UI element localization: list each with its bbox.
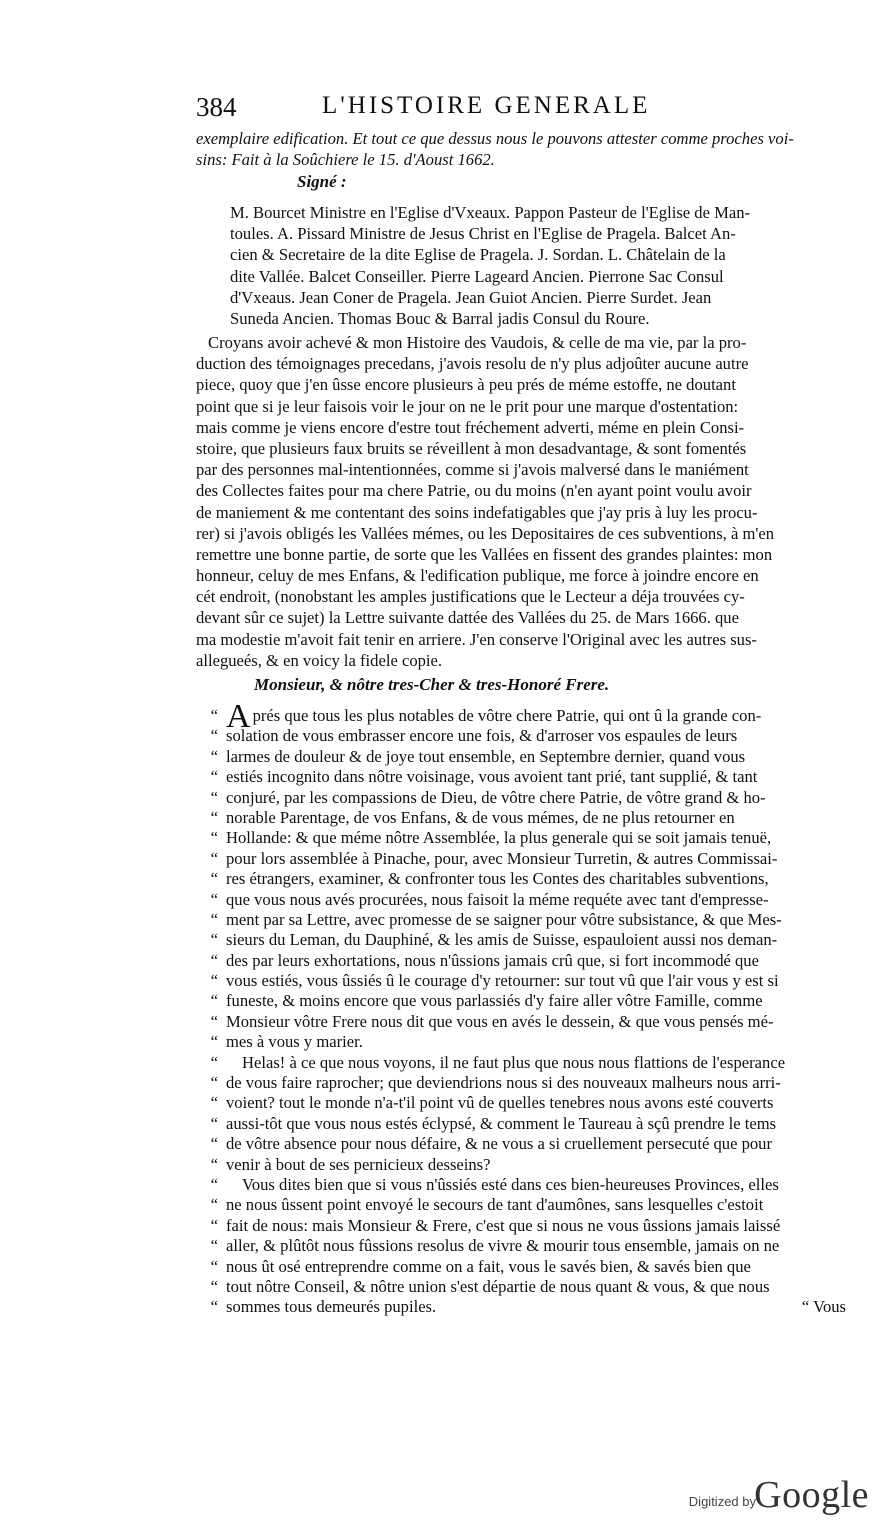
quote-mark: “: [210, 807, 218, 827]
letter-line: [196, 747, 846, 767]
letter-line-text: mes à vous y marier.: [226, 1032, 363, 1052]
paragraph-line: devant sûr ce sujet) la Lettre suivante dattée des Vallées du 25. de Mars 1666. que: [196, 608, 739, 628]
letter-line: [196, 698, 846, 735]
letter-body: [196, 698, 846, 1318]
letter-line: [196, 1032, 846, 1052]
running-title: L'HISTOIRE GENERALE: [322, 92, 651, 119]
letter-line: [196, 849, 846, 869]
letter-line: [196, 1053, 846, 1073]
paragraph-line: ma modestie m'avoit fait tenir en arriere. J'en conserve l'Original avec les autres sus-: [196, 629, 757, 649]
quote-mark: “: [210, 1195, 218, 1215]
letter-line: [196, 788, 846, 808]
letter-line: [196, 1195, 846, 1215]
quote-mark: “: [210, 869, 218, 889]
signatory-line: Suneda Ancien. Thomas Bouc & Barral jadis Consul du Roure.: [230, 308, 650, 328]
letter-line-text: Monsieur vôtre Frere nous dit que vous en avés le dessein, & que vous pensés mé-: [226, 1011, 774, 1031]
quote-mark: “: [210, 950, 218, 970]
body-paragraph: [196, 332, 846, 671]
quote-mark: “: [210, 909, 218, 929]
letter-line: [196, 1175, 846, 1195]
letter-line-text: voient? tout le monde n'a-t'il point vû de quelles tenebres nous avons esté couverts: [226, 1093, 774, 1113]
paragraph-line: remettre une bonne partie, de sorte que les Vallées en fissent des grandes plaintes: mon: [196, 544, 773, 564]
page-header: [196, 92, 856, 126]
quote-mark: “: [210, 1134, 218, 1154]
paragraph-line: honneur, celuy de mes Enfans, & l'edification publique, me force à joindre encore en: [196, 566, 759, 586]
letter-line: [196, 1236, 846, 1256]
letter-line-text: aussi-tôt que vous nous estés éclypsé, & comment le Taureau à sçû prendre le tems: [226, 1113, 777, 1133]
letter-line: [196, 1073, 846, 1093]
letter-line: [196, 1134, 846, 1154]
letter-line-rest: prés que tous les plus notables de vôtre chere Patrie, qui ont û la grande con-: [252, 706, 762, 725]
letter-line-text: tout nôtre Conseil, & nôtre union s'est départie de nous quant & vous, & que nous: [226, 1276, 770, 1296]
quote-mark: “: [210, 991, 218, 1011]
letter-line: [196, 1277, 846, 1297]
letter-line-text: sieurs du Leman, du Dauphiné, & les amis de Suisse, espauloient aussi nos deman-: [226, 930, 778, 950]
paragraph-line: point que si je leur faisois voir le jour on ne le prit pour une marque d'ostentation:: [196, 396, 739, 416]
letter-line-text: venir à bout de ses pernicieux desseins?: [226, 1154, 491, 1174]
letter-line: [196, 828, 846, 848]
opening-line: sins: Fait à la Soûchiere le 15. d'Aoust 1662.: [196, 150, 495, 170]
signatory-line: cien & Secretaire de la dite Eglise de Pragela. J. Sordan. L. Châtelain de la: [230, 245, 726, 265]
quote-mark: “: [210, 1256, 218, 1276]
quote-mark: “: [210, 1236, 218, 1256]
letter-line: [196, 1216, 846, 1236]
quote-mark: “: [210, 1174, 218, 1194]
letter-line: [196, 971, 846, 991]
quote-mark: “: [210, 1297, 218, 1317]
letter-line-text: que vous nous avés procurées, nous faisoit la méme requéte avec tant d'empresse-: [226, 889, 769, 909]
letter-line-text: norable Parentage, de vos Enfans, & de vous mémes, de ne plus retourner en: [226, 807, 735, 827]
paragraph-line: des Collectes faites pour ma chere Patrie, ou du moins (n'en ayant point voulu avoir: [196, 481, 752, 501]
letter-line-text: Hollande: & que méme nôtre Assemblée, la plus generale qui se soit jamais tenuë,: [226, 828, 772, 848]
paragraph-line: mais comme je viens encore d'estre tout fréchement adverti, méme en plein Consi-: [196, 417, 745, 437]
quote-mark: “: [210, 706, 218, 725]
quote-mark: “: [210, 787, 218, 807]
quote-mark: “: [210, 971, 218, 991]
letter-line-text: Helas! à ce que nous voyons, il ne faut plus que nous nous flattions de l'esperance: [242, 1052, 786, 1072]
letter-line-text: aller, & plûtôt nous fûssions resolus de vivre & mourir tous ensemble, jamais on ne: [226, 1236, 780, 1256]
letter-line: [196, 1012, 846, 1032]
digitized-by-label: Digitized by: [688, 1494, 756, 1509]
letter-line: [196, 991, 846, 1011]
letter-line: [196, 910, 846, 930]
quote-mark: “: [210, 1215, 218, 1235]
quote-mark: “: [210, 1032, 218, 1052]
letter-line-text: de vôtre absence pour nous défaire, & ne vous a si cruellement persecuté que pour: [226, 1134, 773, 1154]
letter-line: [196, 1114, 846, 1134]
letter-line-text: conjuré, par les compassions de Dieu, de vôtre chere Patrie, de vôtre grand & ho-: [226, 787, 766, 807]
letter-line: [196, 726, 846, 746]
quote-mark: “: [210, 1276, 218, 1296]
quote-mark: “: [210, 1073, 218, 1093]
letter-salutation: Monsieur, & nôtre tres-Cher & tres-Honoré Frere.: [254, 675, 610, 694]
letter-line-text: larmes de douleur & de joye tout ensemble, en Septembre dernier, quand vous: [226, 746, 746, 766]
quote-mark: “: [210, 1154, 218, 1174]
letter-line: [196, 1093, 846, 1113]
letter-line: [196, 808, 846, 828]
paragraph-line: cét endroit, (nonobstant les amples justifications que le Lecteur a déja trouvées cy-: [196, 587, 745, 607]
quote-mark: “: [210, 1113, 218, 1133]
google-logo: Google: [754, 1474, 869, 1516]
letter-line-text: [226, 698, 846, 735]
catchword: “ Vous: [801, 1297, 846, 1317]
signatory-line: M. Bourcet Ministre en l'Eglise d'Vxeaux. Pappon Pasteur de l'Eglise de Man-: [230, 203, 751, 222]
letter-line: [196, 869, 846, 889]
signatories-block: [230, 202, 846, 329]
letter-line-text: vous estiés, vous ûssiés û le courage d'y retourner: sur tout vû que l'air vous y est si: [226, 971, 779, 991]
letter-line: [196, 1155, 846, 1175]
letter-line-text: res étrangers, examiner, & confronter tous les Contes des charitables subventions,: [226, 869, 769, 889]
signatory-line: toules. A. Pissard Ministre de Jesus Christ en l'Eglise de Pragela. Balcet An-: [230, 224, 736, 244]
quote-mark: “: [210, 726, 218, 746]
opening-lines: [196, 128, 846, 170]
quote-mark: “: [210, 746, 218, 766]
quote-mark: “: [210, 889, 218, 909]
letter-line: [196, 1297, 846, 1317]
signatory-line: dite Vallée. Balcet Conseiller. Pierre Lageard Ancien. Pierrone Sac Consul: [230, 266, 724, 286]
paragraph-line: de maniement & me contentant des soins indefatigables que j'ay pris à luy les procu-: [196, 502, 758, 522]
letter-line: [196, 930, 846, 950]
paragraph-line: duction des témoignages precedans, j'avois resolu de n'y plus adjoûter aucune autre: [196, 354, 749, 374]
page-number: 384: [196, 92, 237, 122]
letter-line-text: estiés incognito dans nôtre voisinage, vous avoient tant prié, tant supplié, & tant: [226, 767, 758, 787]
letter-line-text: ne nous ûssent point envoyé le secours de tant d'aumônes, sans lesquelles c'estoit: [226, 1195, 764, 1215]
letter-line-text: fait de nous: mais Monsieur & Frere, c'est que si nous ne vous ûssions jamais laissé: [226, 1215, 781, 1235]
quote-mark: “: [210, 1093, 218, 1113]
quote-mark: “: [210, 1052, 218, 1072]
paragraph-line: Croyans avoir achevé & mon Histoire des Vaudois, & celle de ma vie, par la pro-: [208, 333, 747, 352]
letter-line-text: solation de vous embrasser encore une fois, & d'arroser vos espaules de leurs: [226, 726, 738, 746]
paragraph-line: piece, quoy que j'en ûsse encore plusieurs à peu prés de méme estoffe, ne doutant: [196, 375, 736, 395]
quote-mark: “: [210, 930, 218, 950]
paragraph-line: stoire, que plusieurs faux bruits se réveillent à mon desadvantage, & sont fomentés: [196, 438, 747, 458]
letter-line-text: sommes tous demeurés pupiles.: [226, 1297, 437, 1317]
letter-line: [196, 890, 846, 910]
letter-line-text: funeste, & moins encore que vous parlassiés d'y faire aller vôtre Famille, comme: [226, 991, 763, 1011]
signatory-line: d'Vxeaus. Jean Coner de Pragela. Jean Guiot Ancien. Pierre Surdet. Jean: [230, 287, 712, 307]
paragraph-line: rer) si j'avois obligés les Vallées mémes, ou les Depositaires de ces subventions, à m'en: [196, 523, 775, 543]
letter-line-text: pour lors assemblée à Pinache, pour, avec Monsieur Turretin, & autres Commissai-: [226, 848, 778, 868]
drop-cap: A: [226, 698, 251, 735]
letter-line-text: Vous dites bien que si vous n'ûssiés esté dans ces bien-heureuses Provinces, elles: [242, 1174, 779, 1194]
quote-mark: “: [210, 828, 218, 848]
letter-line-text: ment par sa Lettre, avec promesse de se saigner pour vôtre subsistance, & que Mes-: [226, 909, 782, 929]
signature-heading: Signé :: [297, 172, 347, 191]
paragraph-line: par des personnes mal-intentionnées, comme si j'avois malversé dans le maniément: [196, 460, 749, 480]
letter-line: [196, 1257, 846, 1277]
quote-mark: “: [210, 1011, 218, 1031]
paragraph-line: allegueés, & en voicy la fidele copie.: [196, 650, 443, 670]
opening-line: exemplaire edification. Et tout ce que dessus nous le pouvons attester comme proches voi-: [196, 129, 794, 148]
letter-line: [196, 951, 846, 971]
quote-mark: “: [210, 848, 218, 868]
letter-line: [196, 767, 846, 787]
letter-line-text: des par leurs exhortations, nous n'ûssions jamais crû que, si fort incommodé que: [226, 950, 759, 970]
quote-mark: “: [210, 767, 218, 787]
letter-line-text: nous ût osé entreprendre comme on a fait, vous le savés bien, & savés bien que: [226, 1256, 751, 1276]
letter-line-text: de vous faire raprocher; que deviendrions nous si des nouveaux malheurs nous arri-: [226, 1073, 781, 1093]
